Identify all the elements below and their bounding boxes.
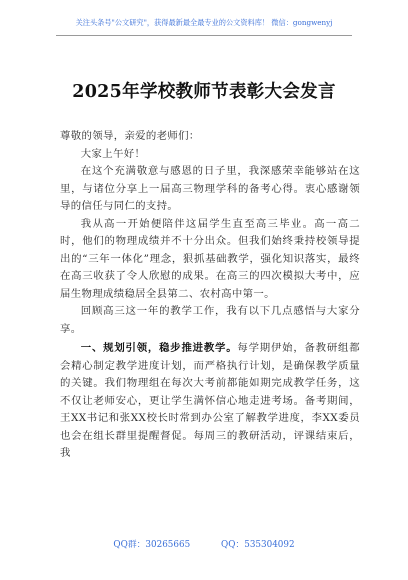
header-divider [56, 35, 352, 36]
promo-banner: 关注头条号"公文研究"，获得最新最全最专业的公文资料库！ 微信：gongwenyj [75, 18, 333, 27]
paragraph-1: 在这个充满敬意与感恩的日子里，我深感荣幸能够站在这里，与诸位分享上一届高三物理学科的备考心得。衷心感谢领导的信任与同仁的支持。 [60, 165, 360, 212]
document-title: 2025年学校教师节表彰大会发言 [72, 82, 336, 102]
qq-number: QQ：535304092 [221, 540, 295, 550]
section-1-text: 每学期伊始，备教研组都会精心制定教学进度计划，而严格执行计划，是确保教学质量的关键。我们物理组在每次大考前都能如期完成教学任务，这不仅让老师安心，更让学生满怀信心地走进考场。备考期间，王XX书记和张XX校长时常到办公室了解教学进度，李XX委员也会在组长群里提醒督促。每周三的教研活动，评课结束后，我 [60, 342, 360, 459]
section-1-heading: 一、规划引领，稳步推进教学。 [80, 342, 238, 354]
greeting: 大家上午好！ [80, 147, 146, 160]
section-1-paragraph [60, 340, 360, 463]
qq-group: QQ群：30265665 [113, 540, 191, 550]
paragraph-3: 回顾高三这一年的教学工作，我有以下几点感悟与大家分享。 [60, 305, 360, 335]
footer-contacts [0, 537, 408, 550]
document-body [60, 128, 360, 463]
salutation: 尊敬的领导，亲爱的老师们： [60, 130, 200, 142]
paragraph-2: 我从高一开始便陪伴这届学生直至高三毕业。高一高二时，他们的物理成绩并不十分出众。但我们始终秉持校领导提出的“三年一体化”理念，狠抓基础教学，强化知识落实，最终在高三收获了令人欣慰的成果。在高三的四次模拟大考中，应届生物理成绩稳居全县第二、农村高中第一。 [60, 217, 360, 300]
